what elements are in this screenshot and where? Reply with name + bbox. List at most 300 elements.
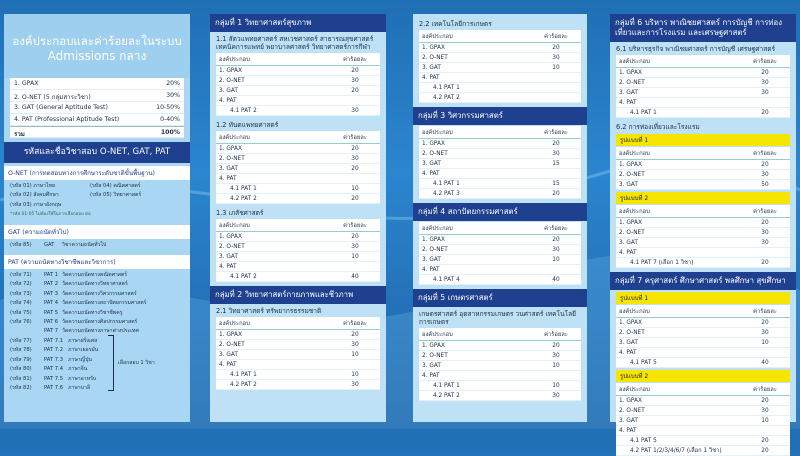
code: (รหัส 75) — [10, 309, 32, 316]
table-row — [216, 272, 380, 282]
pat-row — [10, 327, 184, 336]
table-header — [419, 30, 581, 43]
section-title: 6.2 การท่องเที่ยวและโรงแรม — [616, 123, 700, 131]
code-name: GAT — [44, 241, 55, 248]
table-row — [616, 358, 790, 368]
percent-cell: 30 — [351, 244, 359, 250]
code-name: PAT 5 — [44, 309, 59, 316]
column-header-percent: ค่าร้อยละ — [544, 34, 568, 40]
section-title: 1.1 สัตวแพทยศาสตร์ สหเวชศาสตร์ สาธารณสุขศาสตร์ เทคนิคการแพทย์ พยาบาลศาสตร์ วิทยาศาสตร์การกีฬา — [216, 35, 374, 51]
table-row — [216, 96, 380, 106]
table-row — [616, 170, 790, 180]
percent-cell: 20 — [761, 220, 769, 226]
onet-subject: (รหัส 04) คณิตศาสตร์ — [90, 183, 141, 189]
table-header — [616, 205, 790, 218]
gat-list — [4, 239, 190, 252]
format-label: รูปแบบที่ 2 — [616, 370, 790, 382]
component-cell: 4.1 PAT 1 — [230, 372, 257, 378]
percent-cell — [531, 371, 581, 380]
table-row — [216, 184, 380, 194]
percent-cell: 30 — [552, 353, 560, 359]
code-name: PAT 4 — [44, 300, 59, 307]
percent-cell — [740, 348, 790, 357]
table-row — [419, 93, 581, 103]
code: (รหัส 85) — [10, 241, 32, 248]
column-header-component: องค์ประกอบ — [619, 59, 650, 65]
column-header-percent: ค่าร้อยละ — [544, 332, 568, 338]
code: (รหัส 79) — [10, 356, 32, 363]
percent-cell: 30 — [761, 330, 769, 336]
component-cell: 1. GPAX — [619, 220, 642, 226]
percent-cell: 20 — [761, 70, 769, 76]
pat7-note: เลือกสอบ 1 วิชา — [118, 360, 155, 367]
column-header-percent: ค่าร้อยละ — [343, 223, 367, 229]
code-desc: วัดความถนัดทางวิศวกรรมศาสตร์ — [62, 290, 137, 297]
column-header-component: องค์ประกอบ — [422, 226, 453, 232]
percent-cell: 20 — [761, 320, 769, 326]
code-desc: ภาษาฝรั่งเศส — [68, 337, 98, 344]
onet-subject: (รหัส 02) สังคมศึกษา — [10, 192, 59, 199]
section-title: 2.1 วิทยาศาสตร์ ทรัพยากรธรรมชาติ — [216, 307, 322, 315]
group-3-header: กลุ่มที่ 3 วิศวกรรมศาสตร์ — [413, 107, 587, 125]
code: (รหัส 81) — [10, 375, 32, 382]
percent-cell: 40 — [552, 277, 560, 283]
code-name: PAT 7.1 — [44, 337, 64, 344]
component-cell: 4.2 PAT 2 — [230, 382, 257, 388]
pat-row — [10, 299, 184, 308]
weight-total-row — [10, 126, 184, 138]
code-name: PAT 6 — [44, 319, 59, 326]
group-4-header: กลุ่มที่ 4 สถาปัตยกรรมศาสตร์ — [413, 203, 587, 221]
component-cell: 3. GAT — [422, 257, 441, 263]
score-table — [216, 131, 380, 204]
score-table — [419, 222, 581, 285]
weights-table — [10, 78, 184, 138]
component-cell: 2. O-NET — [619, 80, 645, 86]
weight-row — [10, 114, 184, 126]
component-cell: 4.1 PAT 1 — [433, 85, 460, 91]
component-cell: 2. O-NET — [422, 151, 448, 157]
code-name: PAT 2 — [44, 281, 59, 288]
table-row — [216, 144, 380, 154]
component-cell: 4.1 PAT 1 — [433, 383, 460, 389]
component-cell: 4. PAT — [422, 373, 440, 379]
weight-label: 4. PAT (Professional Aptitude Test) — [14, 116, 120, 123]
group-7-header: กลุ่มที่ 7 ครุศาสตร์ ศึกษาศาสตร์ พลศึกษา สุขศึกษา — [610, 272, 796, 290]
component-cell: 4. PAT — [619, 250, 637, 256]
weight-label: 1. GPAX — [14, 80, 39, 87]
percent-cell — [531, 169, 581, 178]
code: (รหัส 77) — [10, 337, 32, 344]
component-cell: 4.1 PAT 5 — [630, 438, 657, 444]
table-row — [616, 228, 790, 238]
column-header-percent: ค่าร้อยละ — [753, 151, 777, 157]
pat-row — [10, 356, 184, 365]
column-header-percent: ค่าร้อยละ — [753, 59, 777, 65]
table-row — [419, 169, 581, 179]
percent-cell: 10 — [351, 254, 359, 260]
pat-row — [10, 280, 184, 289]
table-row — [419, 73, 581, 83]
code-name: PAT 7.5 — [44, 375, 64, 382]
percent-cell: 10 — [552, 363, 560, 369]
onet-list — [4, 180, 190, 222]
percent-cell: 30 — [552, 55, 560, 61]
title-line-1: องค์ประกอบและค่าร้อยละในระบบ — [12, 34, 182, 48]
table-row — [419, 255, 581, 265]
code-name: PAT 7.3 — [44, 356, 64, 363]
table-row — [616, 338, 790, 348]
column-header-percent: ค่าร้อยละ — [343, 321, 367, 327]
column-header-percent: ค่าร้อยละ — [753, 309, 777, 315]
column-header-component: องค์ประกอบ — [422, 130, 453, 136]
table-row — [419, 371, 581, 381]
pat-row — [10, 309, 184, 318]
column-header-component: องค์ประกอบ — [619, 209, 650, 215]
component-cell: 4.2 PAT 2 — [433, 95, 460, 101]
table-row — [216, 174, 380, 184]
percent-cell: 20 — [761, 438, 769, 444]
component-cell: 3. GAT — [219, 88, 238, 94]
onet-subject: (รหัส 01) ภาษาไทย — [10, 183, 56, 189]
table-row — [419, 83, 581, 93]
percent-cell: 20 — [761, 110, 769, 116]
percent-cell: 30 — [761, 90, 769, 96]
format-label: รูปแบบที่ 1 — [616, 292, 790, 304]
component-cell: 1. GPAX — [619, 162, 642, 168]
format-label: รูปแบบที่ 1 — [616, 134, 790, 146]
table-row — [419, 53, 581, 63]
percent-cell: 30 — [351, 78, 359, 84]
component-cell: 3. GAT — [619, 182, 638, 188]
code-name: PAT 1 — [44, 272, 59, 279]
code: (รหัส 80) — [10, 366, 32, 373]
percent-cell: 30 — [552, 151, 560, 157]
weight-value: 30% — [166, 92, 180, 99]
component-cell: 4.2 PAT 2 — [230, 196, 257, 202]
component-cell: 2. O-NET — [619, 330, 645, 336]
percent-cell — [330, 174, 380, 183]
total-value: 100% — [160, 129, 180, 136]
table-row — [216, 164, 380, 174]
table-header — [616, 147, 790, 160]
component-cell: 2. O-NET — [619, 230, 645, 236]
percent-cell — [330, 96, 380, 105]
component-cell: 4. PAT — [619, 428, 637, 434]
percent-cell: 10 — [351, 352, 359, 358]
percent-cell: 30 — [552, 393, 560, 399]
column-header-component: องค์ประกอบ — [619, 387, 650, 393]
onet-row — [10, 191, 184, 200]
table-row — [216, 76, 380, 86]
column-header-component: องค์ประกอบ — [219, 57, 250, 63]
column-header-component: องค์ประกอบ — [219, 135, 250, 141]
code-desc: วัดความถนัดทางสถาปัตยกรรมศาสตร์ — [62, 300, 147, 307]
percent-cell: 40 — [761, 360, 769, 366]
table-row — [616, 436, 790, 446]
percent-cell: 10 — [351, 372, 359, 378]
code-desc: ภาษาจีน — [68, 366, 88, 373]
code-desc: วัดความถนัดทางวิทยาศาสตร์ — [62, 281, 128, 288]
component-cell: 4. PAT — [422, 267, 440, 273]
table-header — [216, 53, 380, 66]
code-name: PAT 3 — [44, 290, 59, 297]
gat-header: GAT (ความถนัดทั่วไป) — [4, 225, 190, 239]
table-row — [616, 180, 790, 190]
table-row — [616, 68, 790, 78]
table-row — [216, 86, 380, 96]
percent-cell — [740, 426, 790, 435]
section-title: 6.1 บริหารธุรกิจ พาณิชยศาสตร์ การบัญชี เศรษฐศาสตร์ — [616, 45, 776, 53]
percent-cell — [740, 248, 790, 257]
component-cell: 3. GAT — [219, 166, 238, 172]
column-header-component: องค์ประกอบ — [619, 151, 650, 157]
table-row — [419, 235, 581, 245]
code-desc: วัดความถนัดทางวิชาชีพครู — [62, 309, 123, 316]
percent-cell: 20 — [552, 237, 560, 243]
component-cell: 1. GPAX — [422, 45, 445, 51]
column-header-percent: ค่าร้อยละ — [753, 387, 777, 393]
table-row — [419, 275, 581, 285]
percent-cell — [531, 265, 581, 274]
pat-row — [10, 290, 184, 299]
table-header — [216, 219, 380, 232]
component-cell: 1. GPAX — [219, 68, 242, 74]
component-cell: 4.1 PAT 1 — [433, 181, 460, 187]
table-row — [216, 340, 380, 350]
code-desc: วัดความถนัดทางภาษาต่างประเทศ — [62, 328, 139, 335]
table-row — [616, 218, 790, 228]
column-header-percent: ค่าร้อยละ — [544, 130, 568, 136]
table-header — [616, 305, 790, 318]
column-header-component: องค์ประกอบ — [422, 34, 453, 40]
code-desc: ภาษาญี่ปุ่น — [68, 356, 92, 363]
column-header-component: องค์ประกอบ — [219, 321, 250, 327]
score-table — [216, 317, 380, 390]
percent-cell: 30 — [761, 80, 769, 86]
table-row — [216, 350, 380, 360]
percent-cell — [531, 83, 581, 92]
component-cell: 3. GAT — [619, 90, 638, 96]
table-row — [616, 248, 790, 258]
component-cell: 1. GPAX — [219, 146, 242, 152]
percent-cell: 10 — [761, 340, 769, 346]
component-cell: 2. O-NET — [219, 342, 245, 348]
score-table — [616, 305, 790, 368]
percent-cell: 20 — [351, 196, 359, 202]
column-header-component: องค์ประกอบ — [219, 223, 250, 229]
group-2-header: กลุ่มที่ 2 วิทยาศาสตร์กายภาพและชีวภาพ — [210, 286, 386, 304]
table-row — [616, 396, 790, 406]
table-row — [419, 139, 581, 149]
percent-cell: 30 — [552, 247, 560, 253]
table-row — [216, 370, 380, 380]
component-cell: 2. O-NET — [219, 78, 245, 84]
percent-cell: 20 — [552, 45, 560, 51]
table-row — [616, 78, 790, 88]
weight-row — [10, 78, 184, 90]
percent-cell: 10 — [552, 383, 560, 389]
component-cell: 4.2 PAT 2 — [433, 393, 460, 399]
code: (รหัส 71) — [10, 272, 32, 279]
code: (รหัส 74) — [10, 300, 32, 307]
component-cell: 3. GAT — [619, 240, 638, 246]
panel-groups-1-2 — [210, 14, 386, 422]
column-header-percent: ค่าร้อยละ — [753, 209, 777, 215]
percent-cell: 20 — [351, 166, 359, 172]
code-desc: ภาษาบาลี — [68, 384, 91, 391]
component-cell: 4.1 PAT 1 — [630, 110, 657, 116]
onet-subject: (รหัส 05) วิทยาศาสตร์ — [90, 192, 142, 199]
table-row — [216, 242, 380, 252]
table-row — [616, 98, 790, 108]
pat-header: PAT (ความถนัดทางวิชาชีพและวิชาการ) — [4, 255, 190, 269]
code: (รหัส 78) — [10, 347, 32, 354]
table-row — [419, 361, 581, 371]
section-title: 1.2 ทันตแพทยศาสตร์ — [216, 121, 279, 129]
component-cell: 1. GPAX — [422, 141, 445, 147]
code-name: PAT 7.2 — [44, 347, 64, 354]
column-header-percent: ค่าร้อยละ — [343, 135, 367, 141]
percent-cell: 15 — [552, 181, 560, 187]
column-header-percent: ค่าร้อยละ — [544, 226, 568, 232]
percent-cell: 20 — [761, 260, 769, 266]
component-cell: 4.1 PAT 2 — [230, 108, 257, 114]
percent-cell: 20 — [761, 398, 769, 404]
pat7-bracket — [108, 335, 114, 391]
pat-row — [10, 337, 184, 346]
code-desc: วิชาความถนัดทั่วไป — [62, 241, 107, 248]
component-cell: 4. PAT — [619, 350, 637, 356]
weight-row — [10, 90, 184, 102]
table-row — [216, 360, 380, 370]
component-cell: 1. GPAX — [219, 234, 242, 240]
percent-cell: 15 — [552, 161, 560, 167]
code: (รหัส 76) — [10, 319, 32, 326]
component-cell: 3. GAT — [219, 352, 238, 358]
code-desc: ภาษาเยอรมัน — [68, 347, 99, 354]
section-title: 1.3 เภสัชศาสตร์ — [216, 209, 264, 217]
pat-row — [10, 375, 184, 384]
pat-row — [10, 318, 184, 327]
table-header — [216, 317, 380, 330]
score-table — [419, 328, 581, 401]
table-row — [616, 258, 790, 268]
panel-overview — [4, 14, 190, 422]
column-header-percent: ค่าร้อยละ — [343, 57, 367, 63]
onet-header: O-NET (การทดสอบทางการศึกษาระดับชาติขั้นพื้นฐาน) — [4, 166, 190, 180]
percent-cell: 30 — [761, 230, 769, 236]
weight-label: 2. O-NET (5 กลุ่มสาระวิชา) — [14, 94, 91, 101]
percent-cell — [330, 360, 380, 369]
code: (รหัส 73) — [10, 290, 32, 297]
component-cell: 2. O-NET — [422, 55, 448, 61]
table-row — [419, 179, 581, 189]
table-row — [616, 328, 790, 338]
table-header — [419, 126, 581, 139]
weight-label: 3. GAT (General Aptitude Test) — [14, 104, 108, 111]
code: (รหัส 82) — [10, 384, 32, 391]
score-table — [616, 383, 790, 456]
component-cell: 1. GPAX — [619, 70, 642, 76]
percent-cell: 10 — [552, 257, 560, 263]
code-desc: ภาษาอาหรับ — [68, 375, 97, 382]
weight-value: 20% — [166, 80, 180, 87]
total-label: รวม — [14, 131, 25, 138]
percent-cell: 30 — [351, 156, 359, 162]
component-cell: 4.1 PAT 1 — [230, 186, 257, 192]
pat-row — [10, 365, 184, 374]
component-cell: 4. PAT — [219, 362, 237, 368]
onet-row — [10, 182, 184, 191]
percent-cell: 10 — [351, 186, 359, 192]
code — [10, 327, 44, 336]
group-5-description: เกษตรศาสตร์ อุตสาหกรรมเกษตร วนศาสตร์ เทคโนโลยีการเกษตร — [419, 310, 577, 326]
onet-note: *รหัส 01-05 ไม่ต้องใช้ในการเลือกสอบ ต่อ — [10, 212, 91, 218]
table-row — [616, 426, 790, 436]
table-row — [616, 446, 790, 456]
percent-cell: 30 — [761, 408, 769, 414]
table-header — [616, 383, 790, 396]
percent-cell: 20 — [351, 68, 359, 74]
table-row — [216, 330, 380, 340]
component-cell: 4.1 PAT 5 — [630, 360, 657, 366]
weight-value: 10-50% — [156, 104, 180, 111]
percent-cell: 20 — [761, 162, 769, 168]
component-cell: 4. PAT — [219, 98, 237, 104]
pat-row — [10, 271, 184, 280]
group-5-header: กลุ่มที่ 5 เกษตรศาสตร์ — [413, 289, 587, 307]
component-cell: 1. GPAX — [219, 332, 242, 338]
percent-cell: 20 — [351, 332, 359, 338]
table-row — [419, 189, 581, 199]
pat-row — [10, 346, 184, 355]
component-cell: 2. O-NET — [422, 247, 448, 253]
panel-groups-6-7 — [610, 14, 796, 454]
component-cell: 4. PAT — [619, 100, 637, 106]
component-cell: 2. O-NET — [619, 172, 645, 178]
format-label: รูปแบบที่ 2 — [616, 192, 790, 204]
score-table — [616, 147, 790, 190]
table-row — [419, 341, 581, 351]
component-cell: 3. GAT — [422, 161, 441, 167]
table-header — [616, 55, 790, 68]
table-row — [419, 351, 581, 361]
component-cell: 4.2 PAT 3 — [433, 191, 460, 197]
component-cell: 4.1 PAT 2 — [230, 274, 257, 280]
component-cell: 1. GPAX — [422, 343, 445, 349]
group-6-header: กลุ่มที่ 6 บริหาร พาณิชยศาสตร์ การบัญชี การท่องเที่ยวและการโรงแรม และเศรษฐศาสตร์ — [610, 14, 796, 42]
gat-row — [10, 241, 184, 250]
panel-groups-2-5 — [413, 14, 587, 422]
component-cell: 2. O-NET — [422, 353, 448, 359]
code-name: PAT 7 — [44, 328, 59, 335]
table-header — [419, 328, 581, 341]
component-cell: 1. GPAX — [619, 320, 642, 326]
percent-cell: 10 — [552, 65, 560, 71]
table-row — [616, 238, 790, 248]
percent-cell: 20 — [552, 343, 560, 349]
percent-cell: 20 — [552, 141, 560, 147]
onet-row — [10, 201, 184, 210]
percent-cell: 20 — [761, 448, 769, 454]
percent-cell: 30 — [351, 382, 359, 388]
column-header-component: องค์ประกอบ — [619, 309, 650, 315]
percent-cell: 30 — [761, 240, 769, 246]
component-cell: 4.2 PAT 1/2/3/4/6/7 (เลือก 1 วิชา) — [630, 448, 722, 454]
table-row — [616, 88, 790, 98]
table-row — [216, 154, 380, 164]
